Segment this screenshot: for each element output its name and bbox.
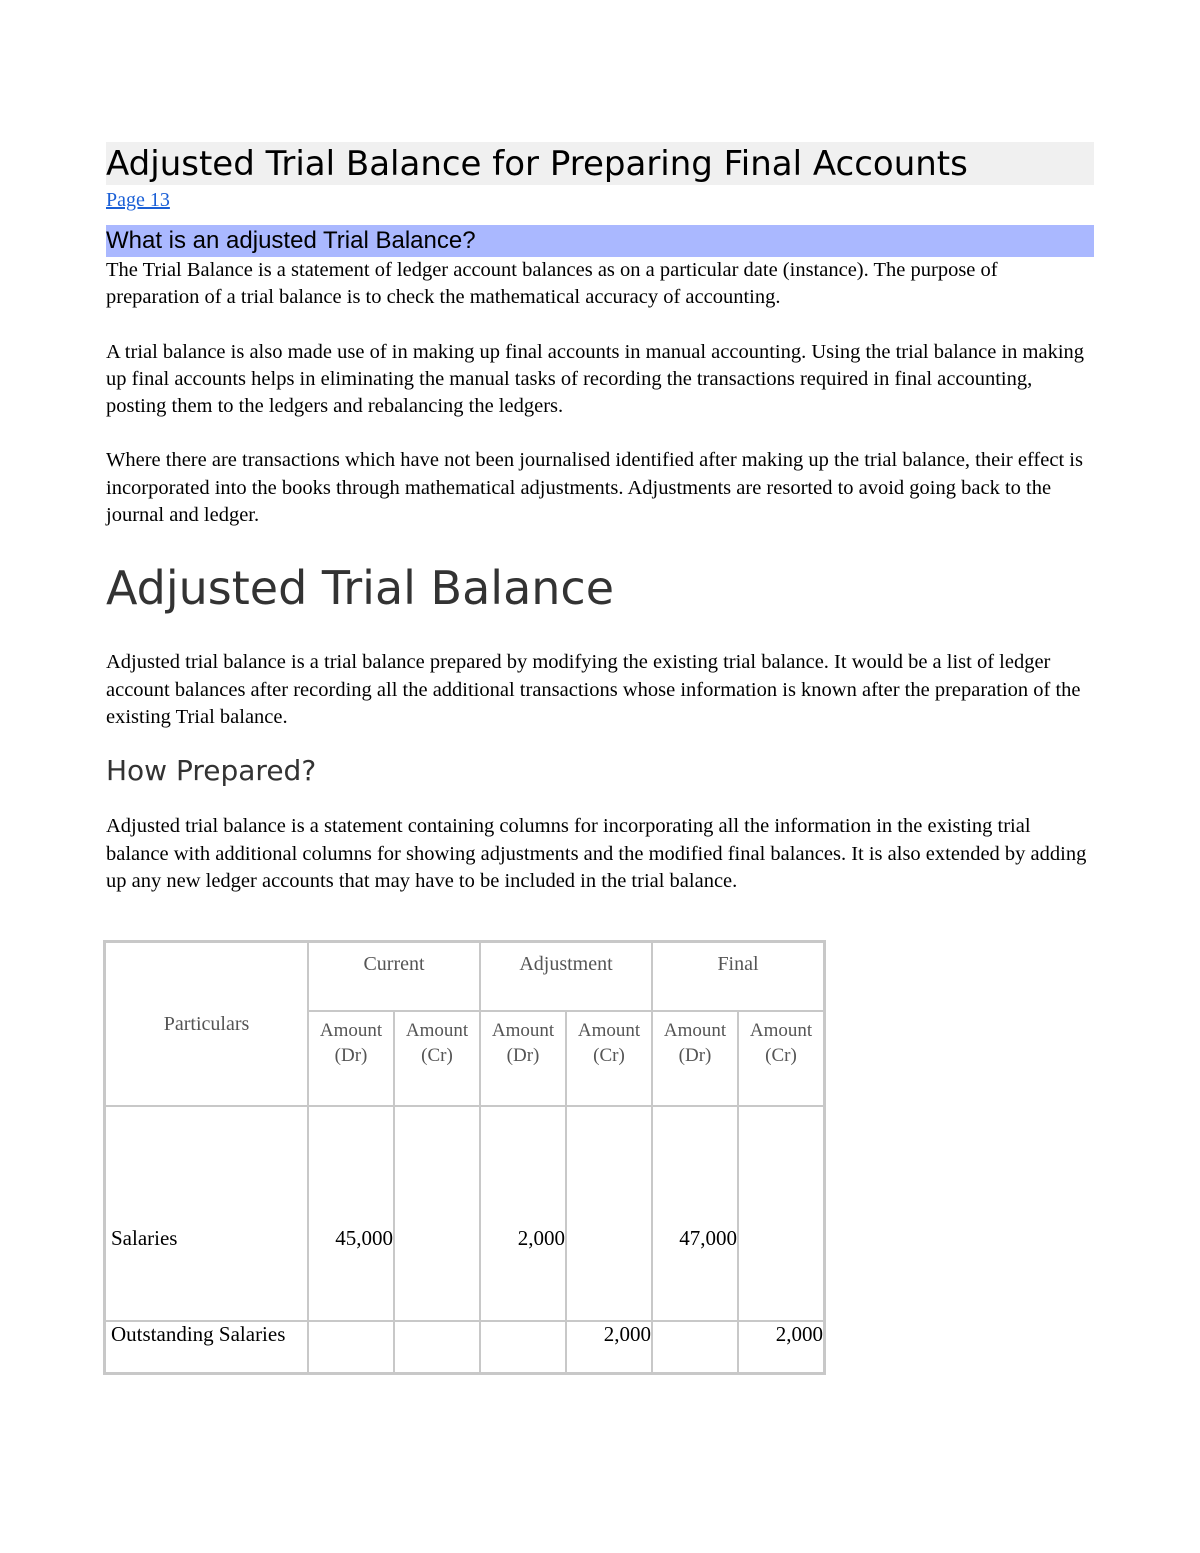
intro-paragraph-2: A trial balance is also made use of in making up final accounts in manual accounting. Using the trial balance in making up final accounts helps in eliminating the manual tasks of recording the transactions required in final accounting, posting them to the ledgers and rebalancing the ledgers. <box>106 340 1085 418</box>
page-link[interactable]: Page 13 <box>106 189 170 211</box>
sub-heading: How Prepared? <box>106 754 317 788</box>
adjustment-header: Adjustment <box>480 942 652 1011</box>
table-cell: 2,000 <box>566 1321 652 1373</box>
current-cr-header: Amount (Cr) <box>394 1011 480 1106</box>
table-cell: 2,000 <box>480 1106 566 1321</box>
table-cell: 45,000 <box>308 1106 394 1321</box>
row-label: Outstanding Salaries <box>105 1321 308 1373</box>
particulars-header: Particulars <box>105 942 308 1106</box>
page-title: Adjusted Trial Balance for Preparing Final Accounts <box>106 142 1094 185</box>
table-cell <box>308 1321 394 1373</box>
current-dr-header: Amount (Dr) <box>308 1011 394 1106</box>
table-row <box>105 1106 824 1321</box>
row-label: Salaries <box>105 1106 308 1321</box>
intro-paragraph-1: The Trial Balance is a statement of ledger account balances as on a particular date (instance). The purpose of preparation of a trial balance is to check the mathematical accuracy of accounting. <box>106 259 998 309</box>
table-cell: 47,000 <box>652 1106 738 1321</box>
table-cell: 2,000 <box>738 1321 824 1373</box>
table-cell <box>394 1321 480 1373</box>
intro-paragraph-3: Where there are transactions which have not been journalised identified after making up the trial balance, their effect is incorporated into the books through mathematical adjustments. Adjustments are resorted to avoid going back to the journal and ledger. <box>106 449 1083 527</box>
adjusted-trial-balance-table <box>103 940 826 1375</box>
adjustment-dr-header: Amount (Dr) <box>480 1011 566 1106</box>
section-paragraph: Adjusted trial balance is a trial balance prepared by modifying the existing trial balance. It would be a list of ledger account balances after recording all the additional transactions whose information is known after the preparation of the existing Trial balance. <box>106 651 1081 728</box>
section-heading: Adjusted Trial Balance <box>106 561 614 616</box>
table-row <box>105 1321 824 1373</box>
table-cell <box>394 1106 480 1321</box>
final-header: Final <box>652 942 824 1011</box>
final-dr-header: Amount (Dr) <box>652 1011 738 1106</box>
table-cell <box>480 1321 566 1373</box>
final-cr-header: Amount (Cr) <box>738 1011 824 1106</box>
adjustment-cr-header: Amount (Cr) <box>566 1011 652 1106</box>
table-cell <box>738 1106 824 1321</box>
sub-paragraph: Adjusted trial balance is a statement containing columns for incorporating all the information in the existing trial balance with additional columns for showing adjustments and the modified final balances. It is also extended by adding up any new ledger accounts that may have to be included in the trial balance. <box>106 815 1087 892</box>
table-cell <box>652 1321 738 1373</box>
current-header: Current <box>308 942 480 1011</box>
question-heading: What is an adjusted Trial Balance? <box>106 225 1094 257</box>
table-cell <box>566 1106 652 1321</box>
document-body <box>106 142 1094 895</box>
